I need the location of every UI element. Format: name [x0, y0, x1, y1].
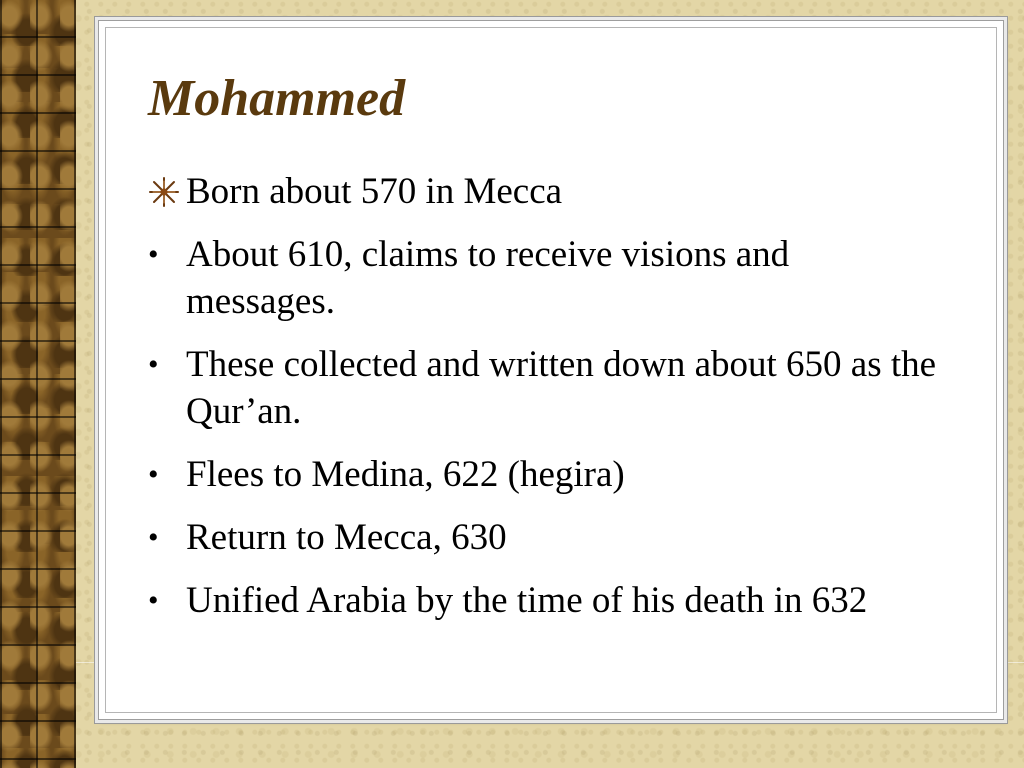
bullet-dot: •	[148, 238, 159, 271]
list-item	[146, 231, 946, 325]
bullet-text: These collected and written down about 650 as the Qur’an.	[186, 344, 937, 432]
bullet-dot: •	[148, 584, 159, 617]
slide-title: Mohammed	[148, 70, 406, 127]
decorative-wood-strip	[0, 0, 76, 768]
list-item	[146, 514, 946, 561]
list-item	[146, 451, 946, 498]
list-item	[146, 168, 946, 215]
bullet-text: Unified Arabia by the time of his death in 632	[186, 580, 868, 621]
bullet-list	[146, 168, 946, 640]
list-item	[146, 577, 946, 624]
bullet-text: Return to Mecca, 630	[186, 517, 507, 558]
bullet-dot: •	[148, 521, 159, 554]
list-item	[146, 341, 946, 435]
bullet-text: Flees to Medina, 622 (hegira)	[186, 454, 625, 495]
bullet-text: About 610, claims to receive visions and messages.	[186, 234, 790, 322]
bullet-dot: •	[148, 458, 159, 491]
bullet-dot: •	[148, 348, 159, 381]
bullet-text: Born about 570 in Mecca	[186, 171, 563, 212]
